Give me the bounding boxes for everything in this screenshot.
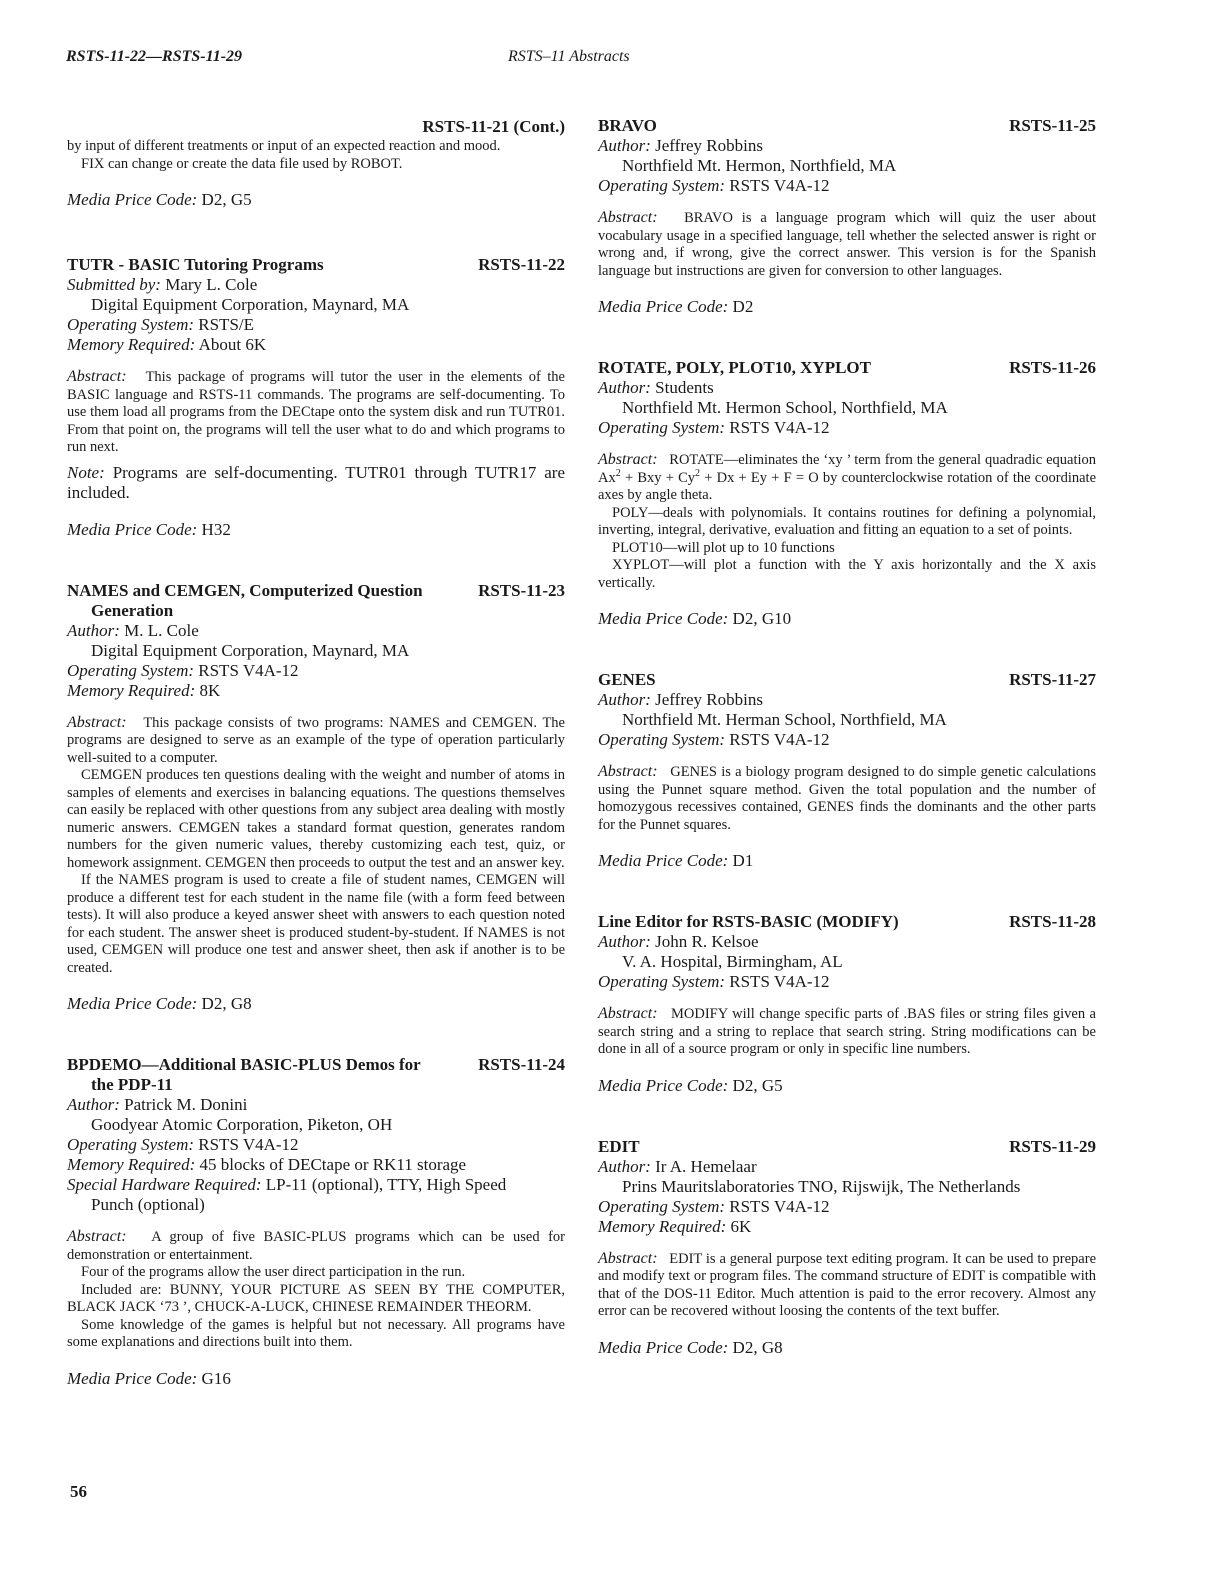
entry-rsts-11-27 xyxy=(598,670,1096,871)
abstract-label: Abstract: xyxy=(598,1249,658,1267)
left-column xyxy=(67,116,565,1430)
abstract-paragraph xyxy=(598,1250,1096,1321)
entry-id: RSTS-11-25 xyxy=(1009,116,1096,135)
label: Media Price Code: xyxy=(67,1368,198,1388)
abstract xyxy=(67,138,565,173)
author-line xyxy=(598,1157,1096,1177)
abstract-text: GENES is a biology program designed to do simple genetic calculations using the Punnet square method. Given the total population and the number of homozygous recessives contained, GENES finds the dominants and the other parts for the Punnet squares. xyxy=(598,764,1097,833)
value: D2 xyxy=(732,297,754,316)
label: Author: xyxy=(598,378,651,397)
value: V. A. Hospital, Birmingham, AL xyxy=(622,952,843,971)
note xyxy=(67,463,565,503)
abstract-label: Abstract: xyxy=(598,209,658,226)
entry-heading xyxy=(598,912,1096,932)
abstract-label: Abstract: xyxy=(67,368,127,385)
entry-rsts-11-29 xyxy=(598,1137,1096,1358)
entry-title: Line Editor for RSTS-BASIC (MODIFY) xyxy=(598,912,899,931)
media-price-code xyxy=(598,851,1096,871)
value: RSTS/E xyxy=(198,315,255,334)
affiliation-line xyxy=(67,295,565,315)
label: Memory Required: xyxy=(67,1155,196,1174)
value: Jeffrey Robbins xyxy=(655,136,763,155)
equation-text: + Bxy + Cy xyxy=(620,469,696,486)
label: Operating System: xyxy=(598,972,726,991)
label: Author: xyxy=(598,1156,651,1176)
media-price-code xyxy=(67,190,565,210)
value: D2, G5 xyxy=(732,1075,783,1095)
author-line xyxy=(67,621,565,641)
value-continued: Punch (optional) xyxy=(91,1195,205,1214)
entry-heading xyxy=(598,358,1096,378)
abstract-text: MODIFY will change specific parts of .BAS files or string files given a search string and a string to replace that search string. String modifications can be done in all of a source program or only in specific line numbers. xyxy=(598,1006,1096,1057)
label: Author: xyxy=(67,1095,120,1114)
abstract-label: Abstract: xyxy=(598,1005,658,1022)
media-price-code xyxy=(598,297,1096,317)
abstract xyxy=(598,1005,1096,1059)
abstract-paragraph: PLOT10—will plot up to 10 functions xyxy=(612,539,835,556)
abstract-text: This package consists of two programs: NAMES and CEMGEN. The programs are designed to serve as an example of the type of operation particularly well-suited to a computer. xyxy=(67,714,565,766)
label: Media Price Code: xyxy=(598,851,729,870)
label: Special Hardware Required: xyxy=(67,1175,262,1194)
os-line xyxy=(67,315,565,335)
value: G16 xyxy=(201,1368,231,1388)
abstract-paragraph: XYPLOT—will plot a function with the Y axis horizontally and the X axis vertically. xyxy=(598,557,1096,591)
entry-id: RSTS-11-29 xyxy=(1009,1136,1096,1156)
label: Author: xyxy=(67,620,120,640)
value: RSTS V4A-12 xyxy=(198,1135,299,1154)
abstract-paragraph: Some knowledge of the games is helpful but not necessary. All programs have some explanations and directions built into them. xyxy=(67,1316,565,1350)
abstract-paragraph xyxy=(67,368,565,457)
label: Media Price Code: xyxy=(598,1075,729,1095)
value: Digital Equipment Corporation, Maynard, MA xyxy=(91,295,410,314)
media-price-code xyxy=(598,1076,1096,1096)
value: Ir A. Hemelaar xyxy=(655,1156,757,1176)
entry-title xyxy=(67,581,423,621)
os-line xyxy=(598,972,1096,992)
entry-id: RSTS-11-27 xyxy=(1009,670,1096,689)
label: Author: xyxy=(598,690,651,709)
value: RSTS V4A-12 xyxy=(729,972,830,991)
abstract xyxy=(67,368,565,457)
running-header xyxy=(66,48,1096,72)
exponent: 2 xyxy=(695,467,701,479)
label: Operating System: xyxy=(67,315,195,334)
memory-line xyxy=(67,335,565,355)
entry-rsts-11-24 xyxy=(67,1055,565,1389)
label: Media Price Code: xyxy=(67,519,198,539)
entry-heading xyxy=(598,116,1096,136)
entry-rsts-11-28 xyxy=(598,912,1096,1096)
label: Media Price Code: xyxy=(67,994,198,1013)
label: Operating System: xyxy=(598,1196,726,1216)
abstract-paragraph: by input of different treatments or input of an expected reaction and mood. xyxy=(67,138,501,154)
value: Northfield Mt. Hermon, Northfield, MA xyxy=(622,156,897,175)
entry-title: GENES xyxy=(598,670,656,689)
abstract-text: EDIT is a general purpose text editing program. It can be used to prepare and modify text or program files. The command structure of EDIT is compatible with that of the DOS-11 Editor. Much attention is paid to the error recovery. Almost any error can be recovered without loosing the contents of the text buffer. xyxy=(598,1250,1097,1319)
os-line xyxy=(67,661,565,681)
header-section-title: RSTS–11 Abstracts xyxy=(508,48,630,65)
hardware-line xyxy=(67,1175,565,1215)
abstract xyxy=(67,1228,565,1352)
title-line: the PDP-11 xyxy=(91,1075,173,1094)
author-line xyxy=(598,378,1096,398)
label: Memory Required: xyxy=(67,335,196,354)
os-line xyxy=(67,1135,565,1155)
abstract-label: Abstract: xyxy=(67,713,127,731)
entry-heading xyxy=(598,670,1096,690)
value: Jeffrey Robbins xyxy=(655,690,763,709)
os-line xyxy=(598,418,1096,438)
label: Author: xyxy=(598,932,651,951)
affiliation-line xyxy=(598,1177,1096,1197)
os-line xyxy=(598,1197,1096,1217)
exponent: 2 xyxy=(615,467,621,479)
abstract xyxy=(598,209,1096,280)
entry-rsts-11-25 xyxy=(598,116,1096,317)
affiliation-line xyxy=(67,641,565,661)
affiliation-line xyxy=(598,398,1096,418)
value: D2, G5 xyxy=(201,190,252,209)
note-label: Note: xyxy=(67,462,105,482)
label: Memory Required: xyxy=(598,1216,727,1236)
value: Patrick M. Donini xyxy=(124,1095,248,1114)
label: Operating System: xyxy=(598,176,726,195)
value: John R. Kelsoe xyxy=(655,932,759,951)
label: Media Price Code: xyxy=(598,297,729,316)
entry-title xyxy=(67,1055,421,1095)
label: Media Price Code: xyxy=(67,190,198,209)
author-line xyxy=(598,136,1096,156)
author-line xyxy=(67,275,565,295)
abstract-label: Abstract: xyxy=(598,763,658,780)
label: Memory Required: xyxy=(67,680,196,700)
value: RSTS V4A-12 xyxy=(729,730,830,749)
value: D2, G8 xyxy=(732,1337,783,1357)
abstract-text: BRAVO is a language program which will quiz the user about vocabulary usage in a specified language, tell whether the selected answer is right or wrong and, if wrong, give the correct answer. This version is for the Spanish language but instructions are given for conversion to other languages. xyxy=(598,210,1096,279)
label: Submitted by: xyxy=(67,275,161,294)
author-line xyxy=(67,1095,565,1115)
affiliation-line xyxy=(67,1115,565,1135)
label: Operating System: xyxy=(67,1135,195,1154)
equation-text: ROTATE—eliminates the ‘xy ’ term from the general quadradic equation Ax xyxy=(598,452,1096,486)
entry-id: RSTS-11-23 xyxy=(478,580,565,600)
memory-line xyxy=(598,1217,1096,1237)
entry-title: ROTATE, POLY, PLOT10, XYPLOT xyxy=(598,358,871,377)
abstract-paragraph xyxy=(598,763,1096,834)
header-range: RSTS-11-22—RSTS-11-29 xyxy=(66,48,243,65)
value: M. L. Cole xyxy=(124,620,199,640)
label: Media Price Code: xyxy=(598,609,729,628)
label: Operating System: xyxy=(598,418,726,437)
value: RSTS V4A-12 xyxy=(729,1196,830,1216)
entry-rsts-11-26 xyxy=(598,358,1096,629)
abstract xyxy=(598,451,1096,592)
abstract-paragraph: Included are: BUNNY, YOUR PICTURE AS SEEN BY THE COMPUTER, BLACK JACK ‘73 ’, CHUCK-A-LUCK, CHINESE REMAINDER THEORM. xyxy=(67,1281,565,1315)
abstract-text: This package of programs will tutor the user in the elements of the BASIC language and RSTS-11 commands. The programs are self-documenting. To use them load all programs from the DECtape onto the system disk and run TUTR01. From that point on, the programs will tell the user what to do and which programs to run next. xyxy=(67,369,565,455)
value: D2, G8 xyxy=(201,994,252,1013)
entry-title: TUTR - BASIC Tutoring Programs xyxy=(67,255,324,274)
value: Mary L. Cole xyxy=(165,275,258,294)
abstract-label: Abstract: xyxy=(67,1228,127,1245)
abstract-paragraph: Four of the programs allow the user direct participation in the run. xyxy=(81,1264,466,1280)
entry-id: RSTS-11-26 xyxy=(1009,358,1096,377)
memory-line xyxy=(67,1155,565,1175)
value: Digital Equipment Corporation, Maynard, MA xyxy=(91,640,410,660)
value: Prins Mauritslaboratories TNO, Rijswijk, The Netherlands xyxy=(622,1176,1021,1196)
memory-line xyxy=(67,681,565,701)
entry-title: BRAVO xyxy=(598,116,657,135)
entry-rsts-11-21-cont xyxy=(67,116,565,210)
entry-heading xyxy=(67,581,565,621)
abstract-paragraph xyxy=(67,1228,565,1264)
value: RSTS V4A-12 xyxy=(729,176,830,195)
title-line: BPDEMO—Additional BASIC-PLUS Demos for xyxy=(67,1055,421,1074)
label: Operating System: xyxy=(598,730,726,749)
abstract-paragraph xyxy=(598,209,1096,280)
title-line: NAMES and CEMGEN, Computerized Question xyxy=(67,580,423,600)
author-line xyxy=(598,690,1096,710)
value: About 6K xyxy=(198,335,267,354)
value: Northfield Mt. Hermon School, Northfield, MA xyxy=(622,398,948,417)
media-price-code xyxy=(67,520,565,540)
equation-text: + Dx + Ey + F = O by counterclockwise rotation of the coordinate axes by angle theta. xyxy=(598,469,1097,503)
entry-heading xyxy=(598,1137,1096,1157)
abstract-paragraph: CEMGEN produces ten questions dealing with the weight and number of atoms in samples of elements and exercises in balancing equations. The questions themselves can easily be replaced with other questions from any subject area dealing with mostly numeric answers. CEMGEN takes a standard format question, generates random numbers for the given numeric values, thereby customizing each test, quiz, or homework assignment. CEMGEN then proceeds to output the test and an answer key. xyxy=(67,767,565,871)
title-line: Generation xyxy=(91,600,174,620)
entry-id: RSTS-11-28 xyxy=(1009,912,1096,931)
value: 8K xyxy=(199,680,221,700)
media-price-code xyxy=(67,994,565,1014)
value: 6K xyxy=(730,1216,752,1236)
value: H32 xyxy=(201,519,231,539)
abstract-paragraph xyxy=(598,1005,1096,1059)
right-column xyxy=(598,116,1096,1399)
abstract-text: A group of five BASIC-PLUS programs which can be used for demonstration or entertainment. xyxy=(67,1229,565,1263)
abstract xyxy=(598,1250,1096,1321)
affiliation-line xyxy=(598,156,1096,176)
label: Media Price Code: xyxy=(598,1337,729,1357)
abstract xyxy=(67,714,565,978)
affiliation-line xyxy=(598,710,1096,730)
entry-id: RSTS-11-22 xyxy=(478,255,565,274)
abstract-label: Abstract: xyxy=(598,451,658,468)
note-text: Programs are self-documenting. TUTR01 through TUTR17 are included. xyxy=(67,462,566,502)
value: RSTS V4A-12 xyxy=(729,418,830,437)
abstract-paragraph: If the NAMES program is used to create a file of student names, CEMGEN will produce a different test for each student in the name file (with a form feed between tests). It will also produce a keyed answer sheet with answers to each question noted for each student. The answer sheet is produced student-by-student. If NAMES is not used, CEMGEN will produce one test and answer sheet, then ask if another is to be created. xyxy=(67,872,565,976)
os-line xyxy=(598,730,1096,750)
abstract-paragraph xyxy=(67,714,565,768)
value: RSTS V4A-12 xyxy=(198,660,299,680)
value: Northfield Mt. Herman School, Northfield, MA xyxy=(622,710,947,729)
abstract xyxy=(598,763,1096,834)
abstract-paragraph xyxy=(598,451,1096,505)
value: D2, G10 xyxy=(732,609,792,628)
media-price-code xyxy=(598,1338,1096,1358)
os-line xyxy=(598,176,1096,196)
value: D1 xyxy=(732,851,754,870)
media-price-code xyxy=(67,1369,565,1389)
entry-title: EDIT xyxy=(598,1136,640,1156)
author-line xyxy=(598,932,1096,952)
entry-heading xyxy=(67,1055,565,1095)
label: Operating System: xyxy=(67,660,195,680)
media-price-code xyxy=(598,609,1096,629)
affiliation-line xyxy=(598,952,1096,972)
abstract-paragraph: FIX can change or create the data file used by ROBOT. xyxy=(81,155,403,172)
abstract-paragraph: POLY—deals with polynomials. It contains routines for defining a polynomial, inverting, integral, derivative, evaluation and fitting an equation to a set of points. xyxy=(598,504,1096,538)
value: LP-11 (optional), TTY, High Speed xyxy=(265,1175,507,1194)
entry-rsts-11-23 xyxy=(67,581,565,1015)
entry-rsts-11-22 xyxy=(67,255,565,540)
value: Students xyxy=(655,378,714,397)
label: Author: xyxy=(598,136,651,155)
value: Goodyear Atomic Corporation, Piketon, OH xyxy=(91,1115,393,1134)
entry-id: RSTS-11-21 (Cont.) xyxy=(422,117,565,136)
entry-id: RSTS-11-24 xyxy=(478,1055,565,1074)
page-number: 56 xyxy=(70,1482,87,1501)
entry-heading xyxy=(67,255,565,275)
value: 45 blocks of DECtape or RK11 storage xyxy=(199,1155,467,1174)
